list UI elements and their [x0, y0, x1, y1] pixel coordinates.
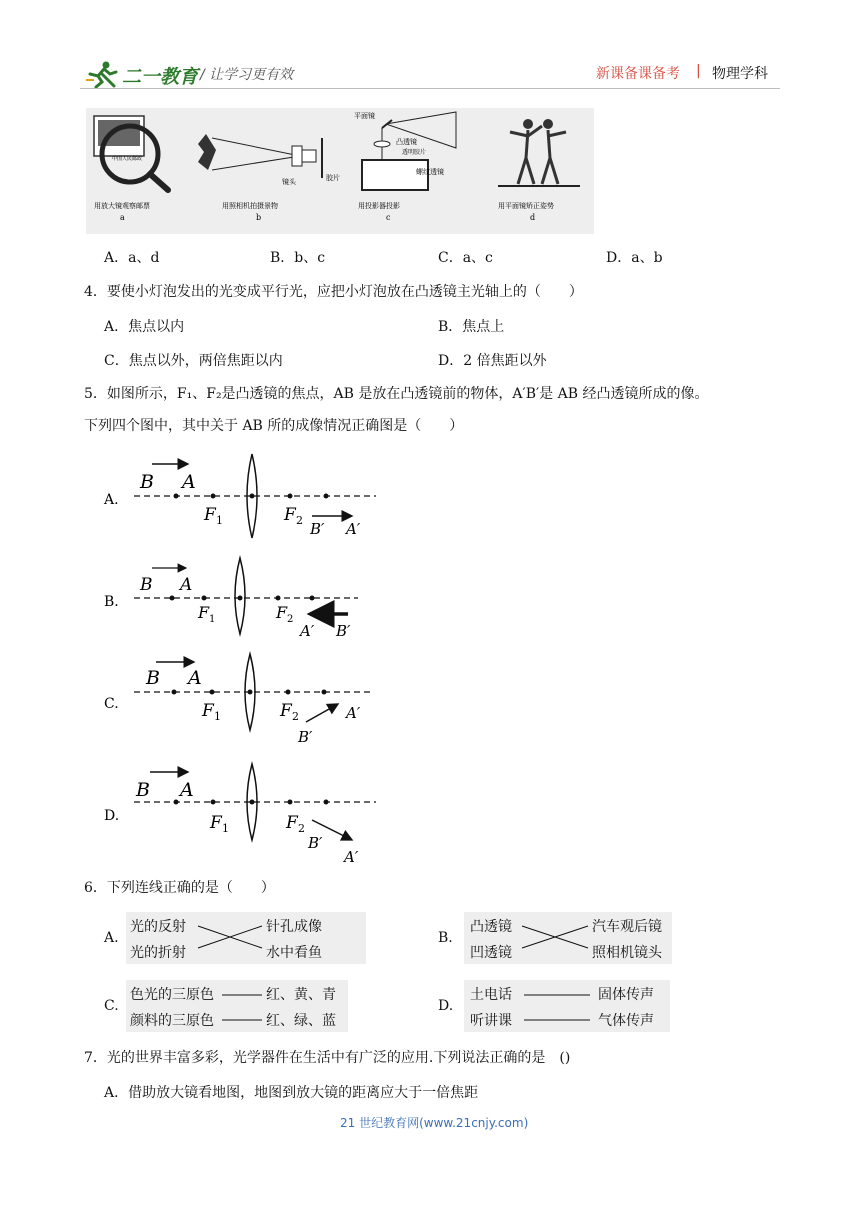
q5b-F1: F	[198, 603, 210, 622]
fig-letter-c: c	[386, 213, 391, 222]
q5d-F2-sub: 2	[298, 822, 305, 835]
q6-letter-d: D.	[438, 998, 454, 1014]
q6b-left-2: 凹透镜	[470, 945, 512, 961]
q5b-Bp: B′	[336, 622, 351, 640]
q6a-left-2: 光的折射	[130, 945, 186, 961]
q5c-Bp: B′	[298, 728, 313, 746]
q5d-Ap: A′	[344, 848, 359, 862]
footer-source: 21 世纪教育网(www.21cnjy.com)	[340, 1116, 529, 1130]
q4-stem: 4．要使小灯泡发出的光变成平行光，应把小灯泡放在凸透镜主光轴上的（ ）	[84, 284, 583, 300]
q6a-cross-lines	[196, 918, 266, 954]
q6b-right-2: 照相机镜头	[592, 945, 662, 961]
fig-caption-d: 用平面镜矫正姿势	[498, 202, 554, 210]
q6b-left-1: 凸透镜	[470, 919, 512, 935]
header-subject: 物理学科	[712, 66, 768, 82]
q5d-B: B	[136, 779, 150, 801]
q6a-right-1: 针孔成像	[266, 919, 322, 935]
q5c-Ap: A′	[346, 704, 361, 722]
q3-option-c[interactable]: C．a、c	[438, 250, 493, 266]
q5c-F2: F	[280, 701, 292, 721]
q5b-F1-sub: 1	[209, 614, 216, 625]
q6-letter-b: B.	[438, 930, 453, 946]
q6c-left-2: 颜料的三原色	[130, 1013, 214, 1029]
q7-stem: 7．光的世界丰富多彩，光学器件在生活中有广泛的应用.下列说法正确的是 ()	[84, 1050, 571, 1066]
q5c-F1-sub: 1	[214, 710, 221, 723]
camera-diagram-icon	[198, 134, 322, 178]
camera-film-label: 胶片	[326, 174, 340, 182]
q5-label-a: A.	[104, 492, 119, 508]
q6-letter-c: C.	[104, 998, 119, 1014]
q6d-left-1: 土电话	[470, 987, 512, 1003]
camera-lens-label: 镜头	[282, 178, 296, 186]
q6c-lines	[222, 986, 264, 1022]
q5-diagrams	[96, 452, 396, 862]
q5b-B: B	[140, 575, 153, 595]
slogan: / 让学习更有效	[200, 67, 294, 83]
q6c-right-2: 红、绿、蓝	[266, 1013, 336, 1029]
q5a-F1-sub: 1	[216, 514, 223, 527]
q5a-B: B	[140, 471, 154, 493]
q5b-F2-sub: 2	[287, 614, 294, 625]
q5d-A: A	[180, 779, 194, 801]
logo-runner-icon	[84, 60, 120, 88]
q5a-F2-sub: 2	[296, 514, 303, 527]
q4-option-b[interactable]: B．焦点上	[438, 319, 505, 335]
q5d-F1: F	[210, 813, 222, 833]
q5-stem-line1: 5．如图所示，F₁、F₂是凸透镜的焦点，AB 是放在凸透镜前的物体，A′B′是 AB 经凸透镜所成的像。	[84, 386, 709, 402]
q5d-Bp: B′	[308, 834, 323, 852]
q6d-right-1: 固体传声	[598, 987, 654, 1003]
fig-caption-c: 用投影器投影	[358, 202, 400, 210]
q3-option-b[interactable]: B．b、c	[270, 250, 326, 266]
q6-letter-a: A.	[104, 930, 119, 946]
q3-option-d[interactable]: D．a、b	[606, 250, 663, 266]
projector-convex-label: 凸透镜	[396, 138, 417, 146]
fig-letter-a: a	[120, 213, 125, 222]
q6-stem: 6．下列连线正确的是（ ）	[84, 880, 275, 896]
q5-label-c: C.	[104, 696, 119, 712]
projector-fresnel-label: 螺纹透镜	[416, 168, 444, 176]
q6c-left-1: 色光的三原色	[130, 987, 214, 1003]
fig-caption-b: 用照相机拍摄景物	[222, 202, 278, 210]
fig-letter-d: d	[530, 213, 536, 222]
q5a-A: A	[182, 471, 196, 493]
q6d-left-2: 听讲课	[470, 1013, 512, 1029]
q5a-F2: F	[284, 505, 296, 525]
magnifier-stamp-icon	[94, 116, 168, 190]
q5c-B: B	[146, 667, 160, 689]
q6d-lines	[524, 986, 592, 1022]
q5d-F2: F	[286, 813, 298, 833]
q5b-F2: F	[276, 603, 288, 622]
logo-text: 二一教育	[122, 66, 199, 88]
q6a-left-1: 光的反射	[130, 919, 186, 935]
q3-figure-drawing	[86, 108, 594, 234]
q3-figure	[86, 108, 594, 234]
q4-option-d[interactable]: D．2 倍焦距以外	[438, 353, 547, 369]
projector-slide-label: 透明胶片	[402, 149, 427, 156]
q6d-right-2: 气体传声	[598, 1013, 654, 1029]
q5-diagram-d[interactable]	[104, 764, 376, 862]
q5a-F1: F	[204, 505, 216, 525]
q7-option-a[interactable]: A．借助放大镜看地图，地图到放大镜的距离应大于一倍焦距	[104, 1085, 479, 1101]
q5-diagram-c[interactable]	[104, 654, 374, 746]
q5-diagram-a[interactable]	[103, 454, 376, 538]
q5c-F2-sub: 2	[292, 710, 299, 723]
q4-option-a[interactable]: A．焦点以内	[104, 319, 185, 335]
header-separator: |	[696, 63, 701, 79]
q5-label-b: B.	[104, 594, 119, 610]
q5c-A: A	[188, 667, 202, 689]
q6a-right-2: 水中看鱼	[266, 945, 322, 961]
q3-option-a[interactable]: A．a、d	[104, 250, 160, 266]
fig-caption-a: 用放大镜观察邮票	[94, 202, 150, 210]
projector-mirror-label: 平面镜	[354, 112, 375, 120]
q5-stem-line2: 下列四个图中，其中关于 AB 所的成像情况正确图是（ ）	[84, 418, 464, 434]
q5c-F1: F	[202, 701, 214, 721]
q5-diagram-b[interactable]	[104, 558, 358, 640]
q5d-F1-sub: 1	[222, 822, 229, 835]
q5b-A: A	[180, 575, 193, 595]
q5a-Bp: B′	[310, 520, 325, 538]
mirror-posture-icon	[498, 119, 580, 186]
q5a-Ap: A′	[346, 520, 361, 538]
q5b-Ap: A′	[300, 622, 315, 640]
header-divider	[80, 88, 780, 89]
header-course: 新课备课备考	[596, 66, 680, 82]
q6b-right-1: 汽车观后镜	[592, 919, 662, 935]
q5-label-d: D.	[104, 808, 120, 824]
stamp-text: 中国人民邮政	[112, 156, 143, 162]
fig-letter-b: b	[256, 213, 262, 222]
q6b-cross-lines	[520, 918, 592, 954]
q6c-right-1: 红、黄、青	[266, 987, 336, 1003]
q4-option-c[interactable]: C．焦点以外，两倍焦距以内	[104, 353, 283, 369]
